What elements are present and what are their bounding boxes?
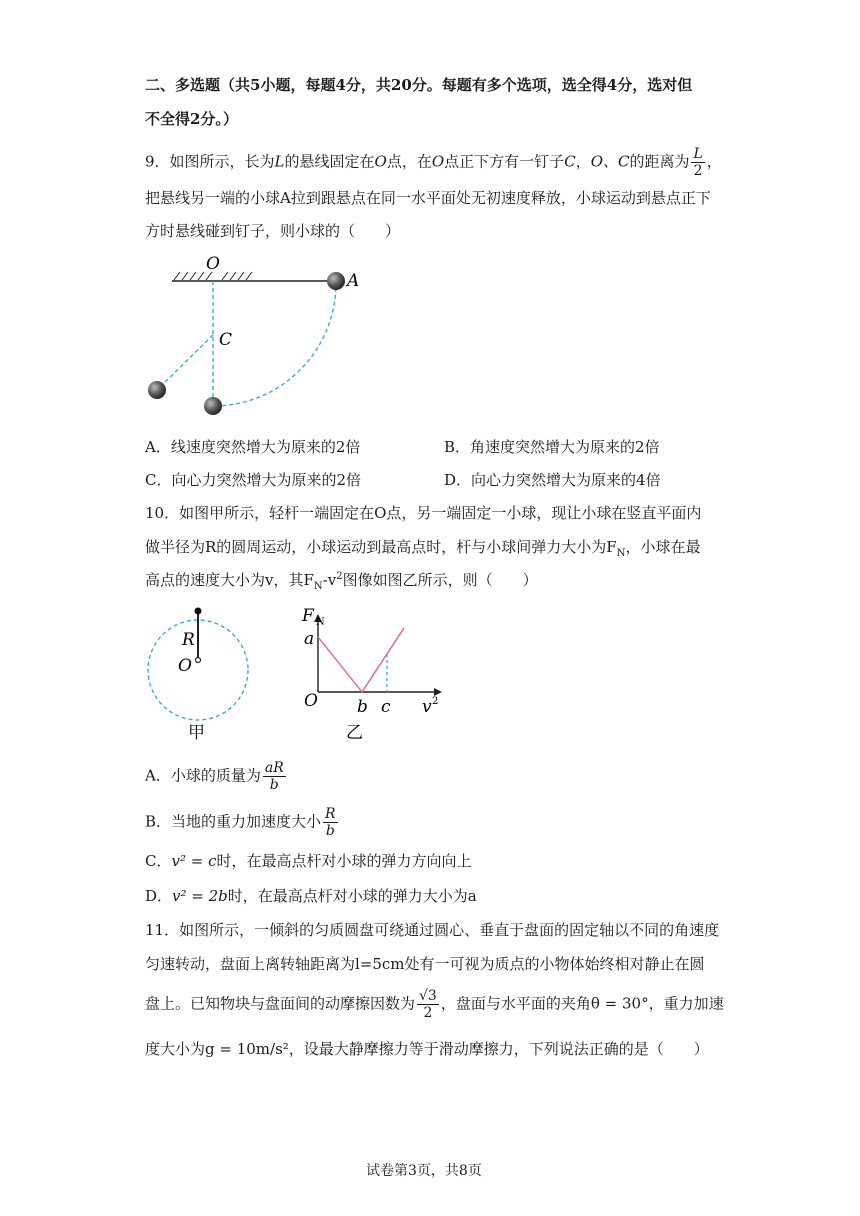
label-F-sub: N [316, 617, 325, 628]
q10-figure-yi [300, 600, 450, 746]
label-R: R [182, 630, 195, 650]
label-c: c [381, 697, 391, 717]
label-A: A [347, 271, 360, 291]
label-a: a [304, 629, 315, 649]
q11-line4: 度大小为g = 10m/s²，设最大静摩擦力等于滑动摩擦力，下列说法正确的是（ ） [145, 1040, 709, 1058]
label-v-sup: 2 [432, 696, 439, 707]
q9-option-D[interactable]: D．向心力突然增大为原来的4倍 [444, 471, 661, 489]
q10-option-B[interactable]: B．当地的重力加速度大小 $\frac{R}{b}$ [145, 806, 336, 840]
q9-pendulum-figure [140, 250, 380, 420]
label-b: b [357, 697, 368, 717]
graph-left [318, 637, 362, 692]
graph-right [362, 628, 404, 692]
q9-fraction: $\frac{L}{2}$ [693, 146, 703, 180]
q9-line1: 9．如图所示，长为L的悬线固定在O点，在O点正下方有一钉子C，O、C的距离为 $\frac{L}{2}$ ， [145, 146, 722, 180]
q9-line3: 方时悬线碰到钉子，则小球的（ ） [145, 222, 401, 240]
label-v: v [422, 697, 432, 717]
pivot-O [196, 658, 201, 663]
ball-top [195, 608, 202, 615]
q10-line3: 高点的速度大小为v，其$F_N-v^2$图像如图乙所示，则（ ） [145, 571, 538, 592]
q9-option-B[interactable]: B．角速度突然增大为原来的2倍 [444, 438, 660, 456]
ball-bottom [204, 397, 222, 415]
q9-option-C[interactable]: C．向心力突然增大为原来的2倍 [145, 471, 362, 489]
page-footer: 试卷第3页，共8页 [366, 1163, 482, 1179]
q11-line3: 盘上。已知物块与盘面间的动摩擦因数为 $\frac{√3}{2}$ ，盘面与水平面的夹角θ = 30°，重力加速 [145, 988, 724, 1022]
q10-option-D[interactable]: D．v² = 2b时，在最高点杆对小球的弹力大小为a [145, 887, 477, 905]
section-heading-line1: 二、多选题（共5小题，每题4分，共20分。每题有多个选项，选全得4分，选对但 [145, 76, 693, 94]
swung-string [159, 335, 213, 388]
q10-option-C[interactable]: C．v² = c时，在最高点杆对小球的弹力方向向上 [145, 852, 472, 870]
x-arrow [434, 688, 442, 696]
q10-option-A[interactable]: A．小球的质量为 $\frac{aR}{b}$ [145, 760, 284, 794]
label-O: O [304, 691, 318, 711]
q10-line2: 做半径为R的圆周运动，小球运动到最高点时，杆与小球间弹力大小为$F_N$，小球在最 [145, 538, 701, 559]
label-F: F [302, 606, 314, 626]
q10-figure-jia [140, 600, 260, 746]
q9-line2: 把悬线另一端的小球A拉到跟悬点在同一水平面处无初速度释放，小球运动到悬点正下 [145, 189, 711, 207]
label-C: C [219, 330, 233, 350]
ball-A [327, 272, 345, 290]
ball-left [148, 381, 166, 399]
section-heading-line2: 不全得2分。） [145, 110, 238, 128]
caption-jia: 甲 [188, 723, 205, 743]
q11-line2: 匀速转动，盘面上离转轴距离为l=5cm处有一可视为质点的小物体始终相对静止在圆 [145, 955, 705, 973]
q9-option-A[interactable]: A．线速度突然增大为原来的2倍 [145, 438, 361, 456]
q10-line1: 10．如图甲所示，轻杆一端固定在O点，另一端固定一小球，现让小球在竖直平面内 [145, 504, 702, 522]
label-O: O [206, 254, 220, 274]
swing-arc [216, 281, 336, 406]
caption-yi: 乙 [346, 723, 363, 743]
q11-line1: 11．如图所示，一倾斜的匀质圆盘可绕通过圆心、垂直于盘面的固定轴以不同的角速度 [145, 921, 720, 939]
label-O: O [178, 656, 192, 676]
